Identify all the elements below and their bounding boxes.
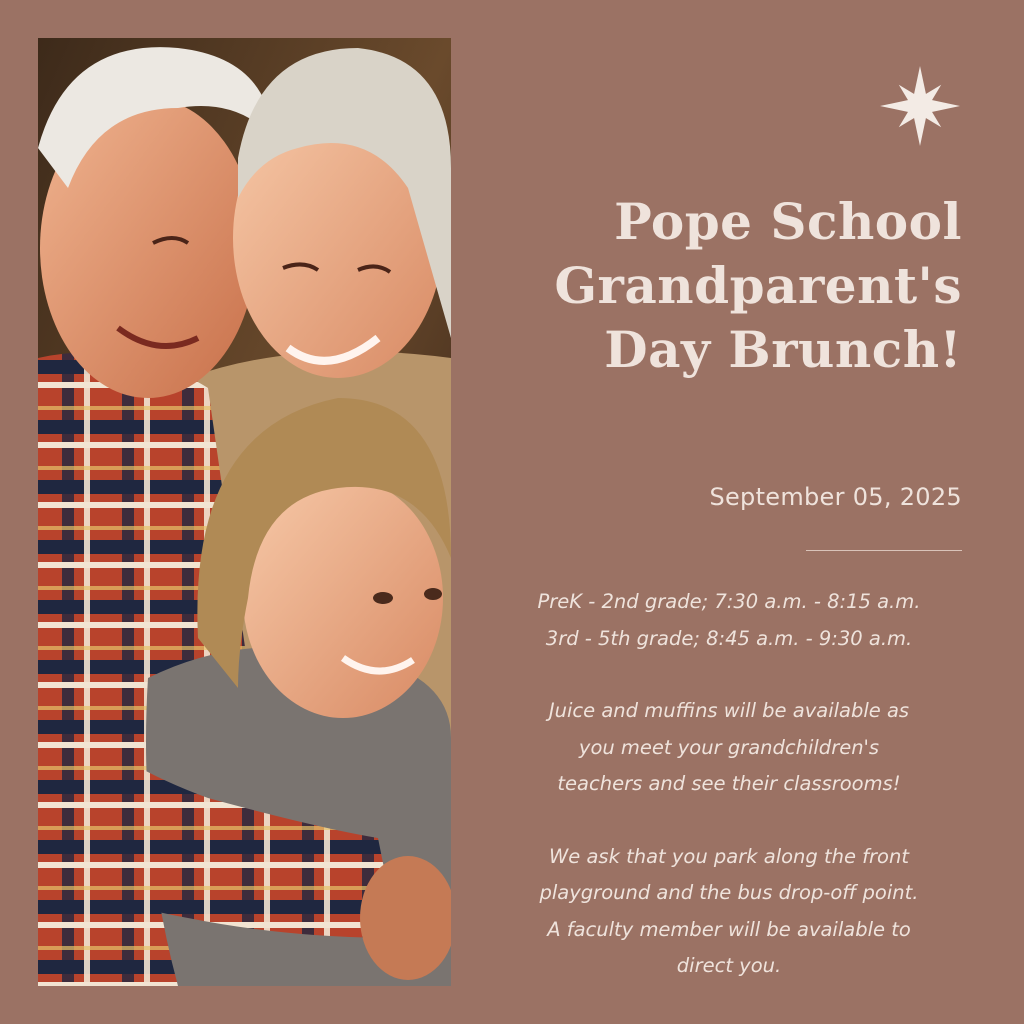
title-line-1: Pope School: [614, 192, 962, 251]
event-title: [492, 190, 962, 382]
details-line: you meet your grandchildren's: [578, 735, 880, 759]
schedule-line: PreK - 2nd grade; 7:30 a.m. - 8:15 a.m.: [537, 590, 921, 613]
details-line: Juice and muffins will be available as: [548, 699, 910, 722]
sparkle-icon: [878, 64, 962, 148]
title-line-2: Grandparent's: [554, 256, 962, 315]
family-photo: [38, 38, 451, 986]
divider: [806, 550, 962, 551]
event-details: [474, 584, 984, 985]
event-date: September 05, 2025: [709, 483, 962, 511]
schedule-line: 3rd - 5th grade; 8:45 a.m. - 9:30 a.m.: [545, 626, 913, 650]
title-line-3: Day Brunch!: [604, 320, 962, 379]
parking-line: A faculty member will be available to: [547, 917, 911, 941]
parking-line: We ask that you park along the front: [549, 844, 909, 868]
parking-line: direct you.: [676, 954, 782, 977]
photo-illustration: [38, 38, 451, 986]
parking-line: playground and the bus drop-off point.: [539, 881, 919, 904]
details-line: teachers and see their classrooms!: [557, 772, 901, 795]
